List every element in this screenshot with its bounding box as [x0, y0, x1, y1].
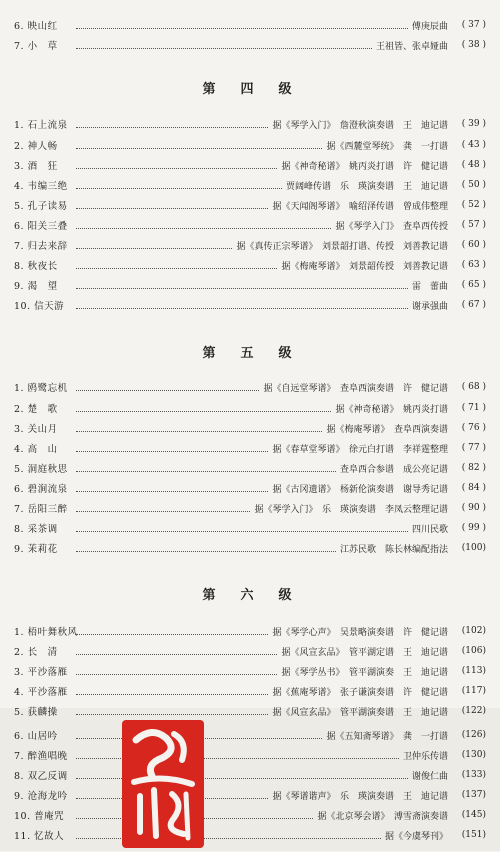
- entry-title: 4. 高 山: [14, 444, 58, 455]
- entry-credit: 四川民歌: [411, 524, 448, 535]
- entry-credit: 据《琴学心声》 吴景略演奏谱 许 健记谱: [272, 627, 448, 638]
- entry-credit: 据《天闻阁琴谱》 喻绍泽传谱 曾成伟整理: [272, 201, 448, 212]
- entry-page: ( 43 ): [461, 140, 486, 150]
- entry-page: (102): [461, 626, 486, 636]
- leader-dots: [76, 654, 277, 655]
- entry-title: 3. 关山月: [14, 424, 58, 435]
- entry-title: 7. 归去来辞: [14, 241, 68, 252]
- entry-page: ( 60 ): [461, 240, 486, 250]
- entry-credit: 据《北京琴会谱》 溥雪斋演奏谱: [317, 811, 448, 822]
- leader-dots: [76, 674, 277, 675]
- toc-entry[interactable]: [14, 421, 486, 435]
- entry-page: ( 52 ): [461, 200, 486, 210]
- entry-title: 6. 碧涧流泉: [14, 484, 68, 495]
- entry-page: (117): [461, 686, 486, 696]
- entry-page: ( 57 ): [461, 220, 486, 230]
- leader-dots: [76, 168, 277, 169]
- toc-entry[interactable]: [14, 238, 486, 252]
- entry-page: (106): [461, 646, 486, 656]
- entry-page: (100): [461, 543, 486, 553]
- toc-entry[interactable]: [14, 441, 486, 455]
- entry-page: ( 50 ): [461, 180, 486, 190]
- entry-title: 6. 映山红: [14, 21, 58, 32]
- leader-dots: [76, 228, 331, 229]
- toc-entry[interactable]: [14, 461, 486, 475]
- entry-page: (122): [461, 706, 486, 716]
- entry-credit: 傅庚辰曲: [411, 21, 448, 32]
- entry-title: 2. 神人畅: [14, 141, 58, 152]
- entry-title: 1. 石上流泉: [14, 120, 68, 131]
- entry-page: ( 82 ): [461, 463, 486, 473]
- entry-page: ( 63 ): [461, 260, 486, 270]
- entry-credit: 据《西麓堂琴统》 龚 一打谱: [326, 141, 448, 152]
- leader-dots: [76, 431, 322, 432]
- entry-page: ( 37 ): [461, 20, 486, 30]
- entry-title: 1. 梧叶舞秋风: [14, 627, 78, 638]
- leader-dots: [76, 208, 268, 209]
- entry-page: ( 38 ): [461, 40, 486, 50]
- toc-entry[interactable]: [14, 298, 486, 312]
- toc-entry[interactable]: [14, 278, 486, 292]
- entry-credit: 据《梅庵琴谱》 刘景韶传授 刘善教记谱: [281, 261, 448, 272]
- entry-credit: 谢承强曲: [411, 301, 448, 312]
- leader-dots: [76, 694, 268, 695]
- entry-page: (126): [461, 730, 486, 740]
- entry-credit: 据《自远堂琴谱》 查阜西演奏谱 许 健记谱: [263, 383, 448, 394]
- toc-entry[interactable]: [14, 158, 486, 172]
- entry-credit: 据《琴学入门》 乐 瑛演奏谱 李凤云整理记谱: [254, 504, 448, 515]
- entry-title: 1. 鸥鹭忘机: [14, 383, 68, 394]
- entry-credit: 据《蕉庵琴谱》 张子谦演奏谱 许 健记谱: [272, 687, 448, 698]
- entry-title: 9. 渴 望: [14, 281, 58, 292]
- toc-entry[interactable]: [14, 401, 486, 415]
- leader-dots: [76, 411, 331, 412]
- entry-page: (113): [461, 666, 486, 676]
- leader-dots: [76, 127, 268, 128]
- toc-entry[interactable]: [14, 664, 486, 678]
- toc-entry[interactable]: [14, 704, 486, 718]
- toc-entry[interactable]: [14, 178, 486, 192]
- entry-credit: 据《琴学入门》 查阜西传授: [335, 221, 448, 232]
- toc-entry[interactable]: [14, 258, 486, 272]
- entry-credit: 据《神奇秘谱》 姚丙炎打谱 许 健记谱: [281, 161, 448, 172]
- toc-entry[interactable]: [14, 218, 486, 232]
- entry-credit: 据《风宣玄品》 管平湖演奏谱 王 迪记谱: [272, 707, 448, 718]
- toc-entry[interactable]: [14, 501, 486, 515]
- leader-dots: [76, 248, 232, 249]
- entry-credit: 卫仲乐传谱: [402, 751, 448, 762]
- leader-dots: [76, 551, 336, 552]
- entry-page: (130): [461, 750, 486, 760]
- entry-title: 8. 双乙反调: [14, 771, 68, 782]
- entry-credit: 贾阔峰传谱 乐 瑛演奏谱 王 迪记谱: [285, 181, 448, 192]
- entry-title: 5. 获麟操: [14, 707, 58, 718]
- entry-title: 11. 忆故人: [14, 831, 65, 842]
- entry-page: ( 48 ): [461, 160, 486, 170]
- entry-title: 8. 秋夜长: [14, 261, 58, 272]
- toc-entry[interactable]: [14, 117, 486, 131]
- leader-dots: [76, 471, 336, 472]
- entry-credit: 雷 蕾曲: [411, 281, 448, 292]
- entry-page: ( 99 ): [461, 523, 486, 533]
- entry-credit: 据《古冈遗谱》 杨新伦演奏谱 谢导秀记谱: [272, 484, 448, 495]
- leader-dots: [76, 48, 372, 49]
- entry-page: (133): [461, 770, 486, 780]
- leader-dots: [76, 148, 322, 149]
- toc-entry[interactable]: [14, 808, 486, 822]
- leader-dots: [76, 288, 408, 289]
- toc-entry[interactable]: [14, 684, 486, 698]
- entry-page: (137): [461, 790, 486, 800]
- entry-page: ( 76 ): [461, 423, 486, 433]
- entry-credit: 据《琴学丛书》 管平湖演奏 王 迪记谱: [281, 667, 448, 678]
- toc-entry[interactable]: [14, 38, 486, 52]
- entry-credit: 据《五知斋琴谱》 龚 一打谱: [326, 731, 448, 742]
- entry-credit: 据《春草堂琴谱》 徐元白打谱 李祥霆整理: [272, 444, 448, 455]
- entry-title: 7. 醉渔唱晚: [14, 751, 68, 762]
- toc-entry[interactable]: [14, 828, 486, 842]
- entry-page: ( 67 ): [461, 300, 486, 310]
- entry-title: 2. 楚 歌: [14, 404, 58, 415]
- entry-title: 6. 阳关三叠: [14, 221, 68, 232]
- entry-page: ( 68 ): [461, 382, 486, 392]
- entry-credit: 据《梅庵琴谱》 查阜西演奏谱: [326, 424, 448, 435]
- toc-entry[interactable]: [14, 624, 486, 638]
- leader-dots: [76, 491, 268, 492]
- entry-credit: 据《真传正宗琴谱》 刘景韶打谱、传授 刘善教记谱: [236, 241, 448, 252]
- leader-dots: [76, 390, 259, 391]
- toc-entry[interactable]: [14, 788, 486, 802]
- toc-entry[interactable]: [14, 748, 486, 762]
- entry-page: ( 84 ): [461, 483, 486, 493]
- toc-entry[interactable]: [14, 728, 486, 742]
- entry-page: (145): [461, 810, 486, 820]
- entry-credit: 据《风宣玄品》 管平湖定谱 王 迪记谱: [281, 647, 448, 658]
- entry-page: (151): [461, 830, 486, 840]
- entry-title: 4. 韦编三绝: [14, 181, 68, 192]
- toc-entry[interactable]: [14, 380, 486, 394]
- entry-credit: 谢俊仁曲: [411, 771, 448, 782]
- leader-dots: [76, 511, 250, 512]
- entry-page: ( 77 ): [461, 443, 486, 453]
- toc-entry[interactable]: [14, 644, 486, 658]
- entry-credit: 据《琴学入门》 詹澄秋演奏谱 王 迪记谱: [272, 120, 448, 131]
- entry-title: 7. 小 草: [14, 41, 58, 52]
- entry-credit: 江苏民歌 陈长林编配指法: [339, 544, 448, 555]
- entry-credit: 据《今虞琴刊》: [384, 831, 448, 842]
- leader-dots: [76, 531, 408, 532]
- entry-title: 10. 普庵咒: [14, 811, 65, 822]
- seal-glyph-icon: [122, 720, 204, 848]
- entry-title: 3. 平沙落雁: [14, 667, 68, 678]
- entry-title: 3. 酒 狂: [14, 161, 58, 172]
- entry-title: 5. 孔子读易: [14, 201, 68, 212]
- toc-entry[interactable]: [14, 481, 486, 495]
- toc-entry[interactable]: [14, 138, 486, 152]
- entry-page: ( 90 ): [461, 503, 486, 513]
- entry-title: 9. 茉莉花: [14, 544, 58, 555]
- level-4-heading: 第 四 级: [202, 82, 298, 97]
- toc-entry[interactable]: [14, 768, 486, 782]
- leader-dots: [76, 188, 282, 189]
- entry-page: ( 71 ): [461, 403, 486, 413]
- leader-dots: [76, 268, 277, 269]
- entry-credit: 据《神奇秘谱》 姚丙炎打谱: [335, 404, 448, 415]
- entry-credit: 查阜西合参谱 成公亮记谱: [339, 464, 448, 475]
- entry-title: 5. 洞庭秋思: [14, 464, 68, 475]
- entry-page: ( 39 ): [461, 119, 486, 129]
- leader-dots: [76, 308, 408, 309]
- entry-title: 2. 长 清: [14, 647, 58, 658]
- level-5-heading: 第 五 级: [202, 346, 298, 361]
- entry-page: ( 65 ): [461, 280, 486, 290]
- red-seal-stamp-icon: [122, 720, 204, 848]
- entry-credit: 王祖皆、张卓娅曲: [375, 41, 448, 52]
- leader-dots: [76, 451, 268, 452]
- entry-title: 6. 山居吟: [14, 731, 58, 742]
- entry-title: 10. 信天游: [14, 301, 65, 312]
- entry-credit: 据《琴谱谐声》 乐 瑛演奏谱 王 迪记谱: [272, 791, 448, 802]
- entry-title: 9. 沧海龙吟: [14, 791, 68, 802]
- entry-title: 7. 岳阳三醉: [14, 504, 68, 515]
- entry-title: 4. 平沙落雁: [14, 687, 68, 698]
- toc-entry[interactable]: [14, 18, 486, 32]
- toc-entry[interactable]: [14, 198, 486, 212]
- leader-dots: [76, 634, 268, 635]
- leader-dots: [76, 28, 408, 29]
- entry-title: 8. 采茶调: [14, 524, 58, 535]
- level-6-heading: 第 六 级: [202, 588, 298, 603]
- toc-entry[interactable]: [14, 541, 486, 555]
- leader-dots: [76, 714, 268, 715]
- toc-entry[interactable]: [14, 521, 486, 535]
